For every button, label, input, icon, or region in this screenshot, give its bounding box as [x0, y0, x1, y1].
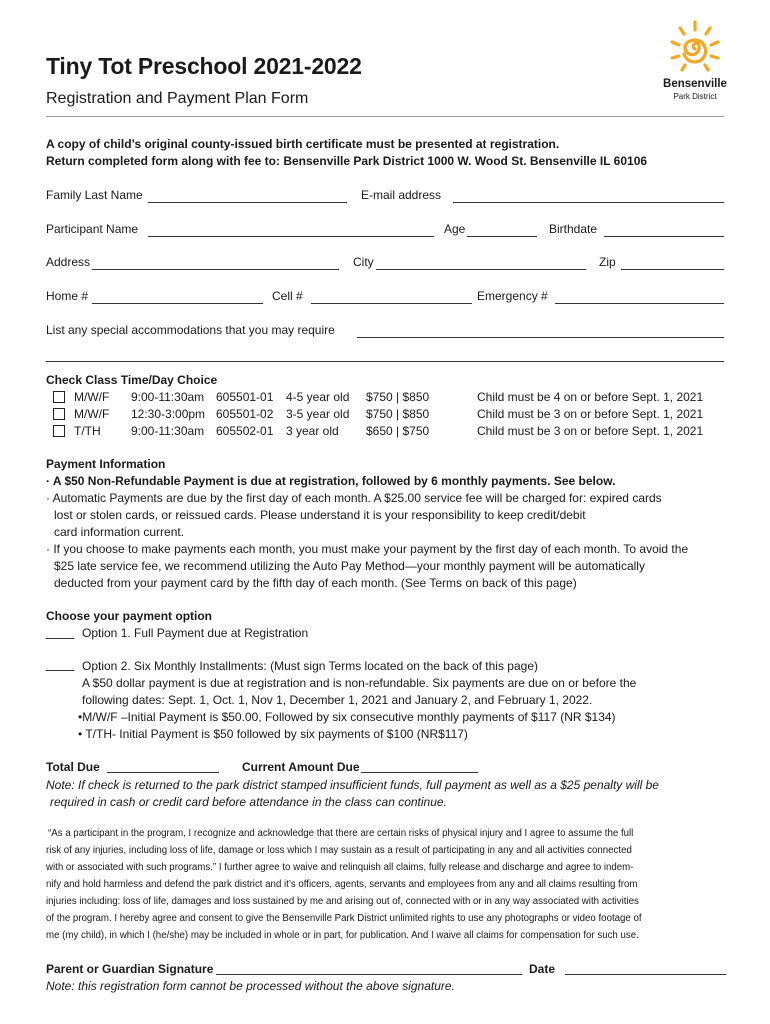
age-label: Age [444, 222, 466, 236]
current-amount-due-field[interactable] [361, 772, 478, 773]
signature-date-label: Date [529, 962, 556, 976]
option-2-label: Option 2. Six Monthly Installments: (Must sign Terms located on the back of this page) [82, 659, 538, 673]
participant-name-field[interactable] [148, 236, 434, 237]
logo-subtitle: Park District [673, 92, 717, 101]
address-field[interactable] [92, 269, 339, 270]
class-age-requirement: Child must be 3 on or before Sept. 1, 2021 [477, 407, 704, 421]
option-2-field[interactable] [46, 670, 74, 671]
signature-label: Parent or Guardian Signature [46, 962, 214, 976]
signature-field[interactable] [216, 974, 522, 975]
auto-payment-bullet-line: · Automatic Payments are due by the first day of each month. A $25.00 service fee will be charged for: expired cards [46, 491, 662, 505]
class-time: 9:00-11:30am [131, 424, 205, 438]
option-1-label: Option 1. Full Payment due at Registration [82, 626, 309, 640]
family-last-name-label: Family Last Name [46, 188, 143, 202]
birthdate-field[interactable] [604, 236, 724, 237]
class-days: M/W/F [74, 390, 110, 404]
monthly-payment-bullet-line: $25 late service fee, we recommend utilizing the Auto Pay Method—your monthly payment will be automatically [54, 559, 645, 573]
email-label: E-mail address [361, 188, 442, 202]
return-address-notice: Return completed form along with fee to: Bensenville Park District 1000 W. Wood St. Bensenville IL 60106 [46, 154, 648, 168]
current-amount-due-label: Current Amount Due [242, 760, 360, 774]
option-2-detail: A $50 dollar payment is due at registration and is non-refundable. Six payments are due on or before the [82, 676, 637, 690]
total-due-label: Total Due [46, 760, 100, 774]
waiver-text-line: me (my child), in which I (he/she) may be included in whole or in part, for publication. And I waive all claims for compensation for such use. [46, 930, 639, 941]
returned-check-note: required in cash or credit card before attendance in the class can continue. [50, 795, 447, 809]
page-subtitle: Registration and Payment Plan Form [46, 90, 309, 107]
option-2-detail: following dates: Sept. 1, Oct. 1, Nov 1, December 1, 2021 and January 2, and February 1, 2022. [82, 693, 593, 707]
class-age-requirement: Child must be 4 on or before Sept. 1, 2021 [477, 390, 704, 404]
auto-payment-bullet-line: lost or stolen cards, or reissued cards. Please understand it is your responsibility to keep credit/debit [54, 508, 586, 522]
auto-payment-bullet-line: card information current. [54, 525, 185, 539]
returned-check-note: Note: If check is returned to the park district stamped insufficient funds, full payment as well as a $25 penalty will be [46, 778, 659, 792]
total-due-field[interactable] [107, 772, 219, 773]
signature-date-field[interactable] [565, 974, 726, 975]
age-field[interactable] [467, 236, 537, 237]
email-field[interactable] [453, 202, 724, 203]
class-age: 4-5 year old [286, 390, 350, 404]
monthly-payment-bullet-line: deducted from your payment card by the fifth day of each month. (See Terms on back of this page) [54, 576, 577, 590]
class-price: $650 | $750 [366, 424, 430, 438]
zip-label: Zip [599, 255, 616, 269]
monthly-payment-bullet-line: · If you choose to make payments each month, you must make your payment by the first day of each month. To avoid the [46, 542, 689, 556]
class-code: 605501-02 [216, 407, 274, 421]
emergency-phone-label: Emergency # [477, 289, 548, 303]
class-checkbox[interactable] [53, 408, 65, 420]
class-age-requirement: Child must be 3 on or before Sept. 1, 2021 [477, 424, 704, 438]
accommodations-field-line-2[interactable] [46, 361, 724, 362]
emergency-phone-field[interactable] [555, 303, 724, 304]
park-district-logo [660, 18, 730, 104]
class-checkbox[interactable] [53, 391, 65, 403]
home-phone-label: Home # [46, 289, 89, 303]
accommodations-field[interactable] [357, 337, 724, 338]
waiver-text-line: nify and hold harmless and defend the park district and it’s officers, agents, servants and employees from any and all claims resulting from [46, 879, 638, 890]
option-2-mwf-detail: •M/W/F –Initial Payment is $50.00, Followed by six consecutive monthly payments of $117 (NR $134) [78, 710, 616, 724]
waiver-text-line: with or associated with such programs.” I further agree to waive and relinquish all claims, fully release and discharge and agree to indem- [46, 862, 634, 873]
class-days: M/W/F [74, 407, 110, 421]
option-2-tth-detail: • T/TH- Initial Payment is $50 followed by six payments of $100 (NR$117) [78, 727, 468, 741]
waiver-text-line: injuries including: loss of life, damages and loss sustained by me and arising out of, connected with or in any way associated with activities [46, 896, 639, 907]
class-choice-heading: Check Class Time/Day Choice [46, 373, 218, 387]
class-time: 12:30-3:00pm [131, 407, 206, 421]
signature-required-note: Note: this registration form cannot be processed without the above signature. [46, 979, 455, 993]
cell-phone-field[interactable] [311, 303, 472, 304]
home-phone-field[interactable] [92, 303, 263, 304]
family-last-name-field[interactable] [148, 202, 347, 203]
class-code: 605502-01 [216, 424, 274, 438]
class-days: T/TH [74, 424, 101, 438]
payment-option-heading: Choose your payment option [46, 609, 213, 623]
non-refundable-payment-bullet: · A $50 Non-Refundable Payment is due at registration, followed by 6 monthly payments. See below. [46, 474, 616, 488]
class-age: 3-5 year old [286, 407, 350, 421]
logo-name: Bensenville [663, 78, 727, 90]
cell-phone-label: Cell # [272, 289, 303, 303]
birth-certificate-notice: A copy of child’s original county-issued birth certificate must be presented at registration. [46, 137, 560, 151]
birthdate-label: Birthdate [549, 222, 598, 236]
participant-name-label: Participant Name [46, 222, 139, 236]
accommodations-label: List any special accommodations that you may require [46, 323, 335, 337]
header-divider [46, 116, 724, 117]
class-age: 3 year old [286, 424, 339, 438]
payment-info-heading: Payment Information [46, 457, 166, 471]
class-checkbox[interactable] [53, 425, 65, 437]
class-time: 9:00-11:30am [131, 390, 205, 404]
zip-field[interactable] [621, 269, 724, 270]
class-code: 605501-01 [216, 390, 274, 404]
page-title: Tiny Tot Preschool 2021-2022 [46, 53, 362, 79]
class-price: $750 | $850 [366, 390, 430, 404]
sun-spiral-icon [660, 18, 730, 78]
option-1-field[interactable] [46, 638, 74, 639]
class-price: $750 | $850 [366, 407, 430, 421]
waiver-text-line: risk of any injuries, including loss of life, damage or loss which I may sustain as a result of participating in any and all activities connected [46, 845, 632, 856]
waiver-text-line: “As a participant in the program, I recognize and acknowledge that there are certain risks of physical injury and I agree to assume the full [48, 828, 634, 839]
waiver-text-line: of the program. I hereby agree and consent to give the Bensenville Park District unlimited rights to use any photographs or video footage of [46, 913, 642, 924]
address-label: Address [46, 255, 91, 269]
city-field[interactable] [376, 269, 586, 270]
city-label: City [353, 255, 374, 269]
